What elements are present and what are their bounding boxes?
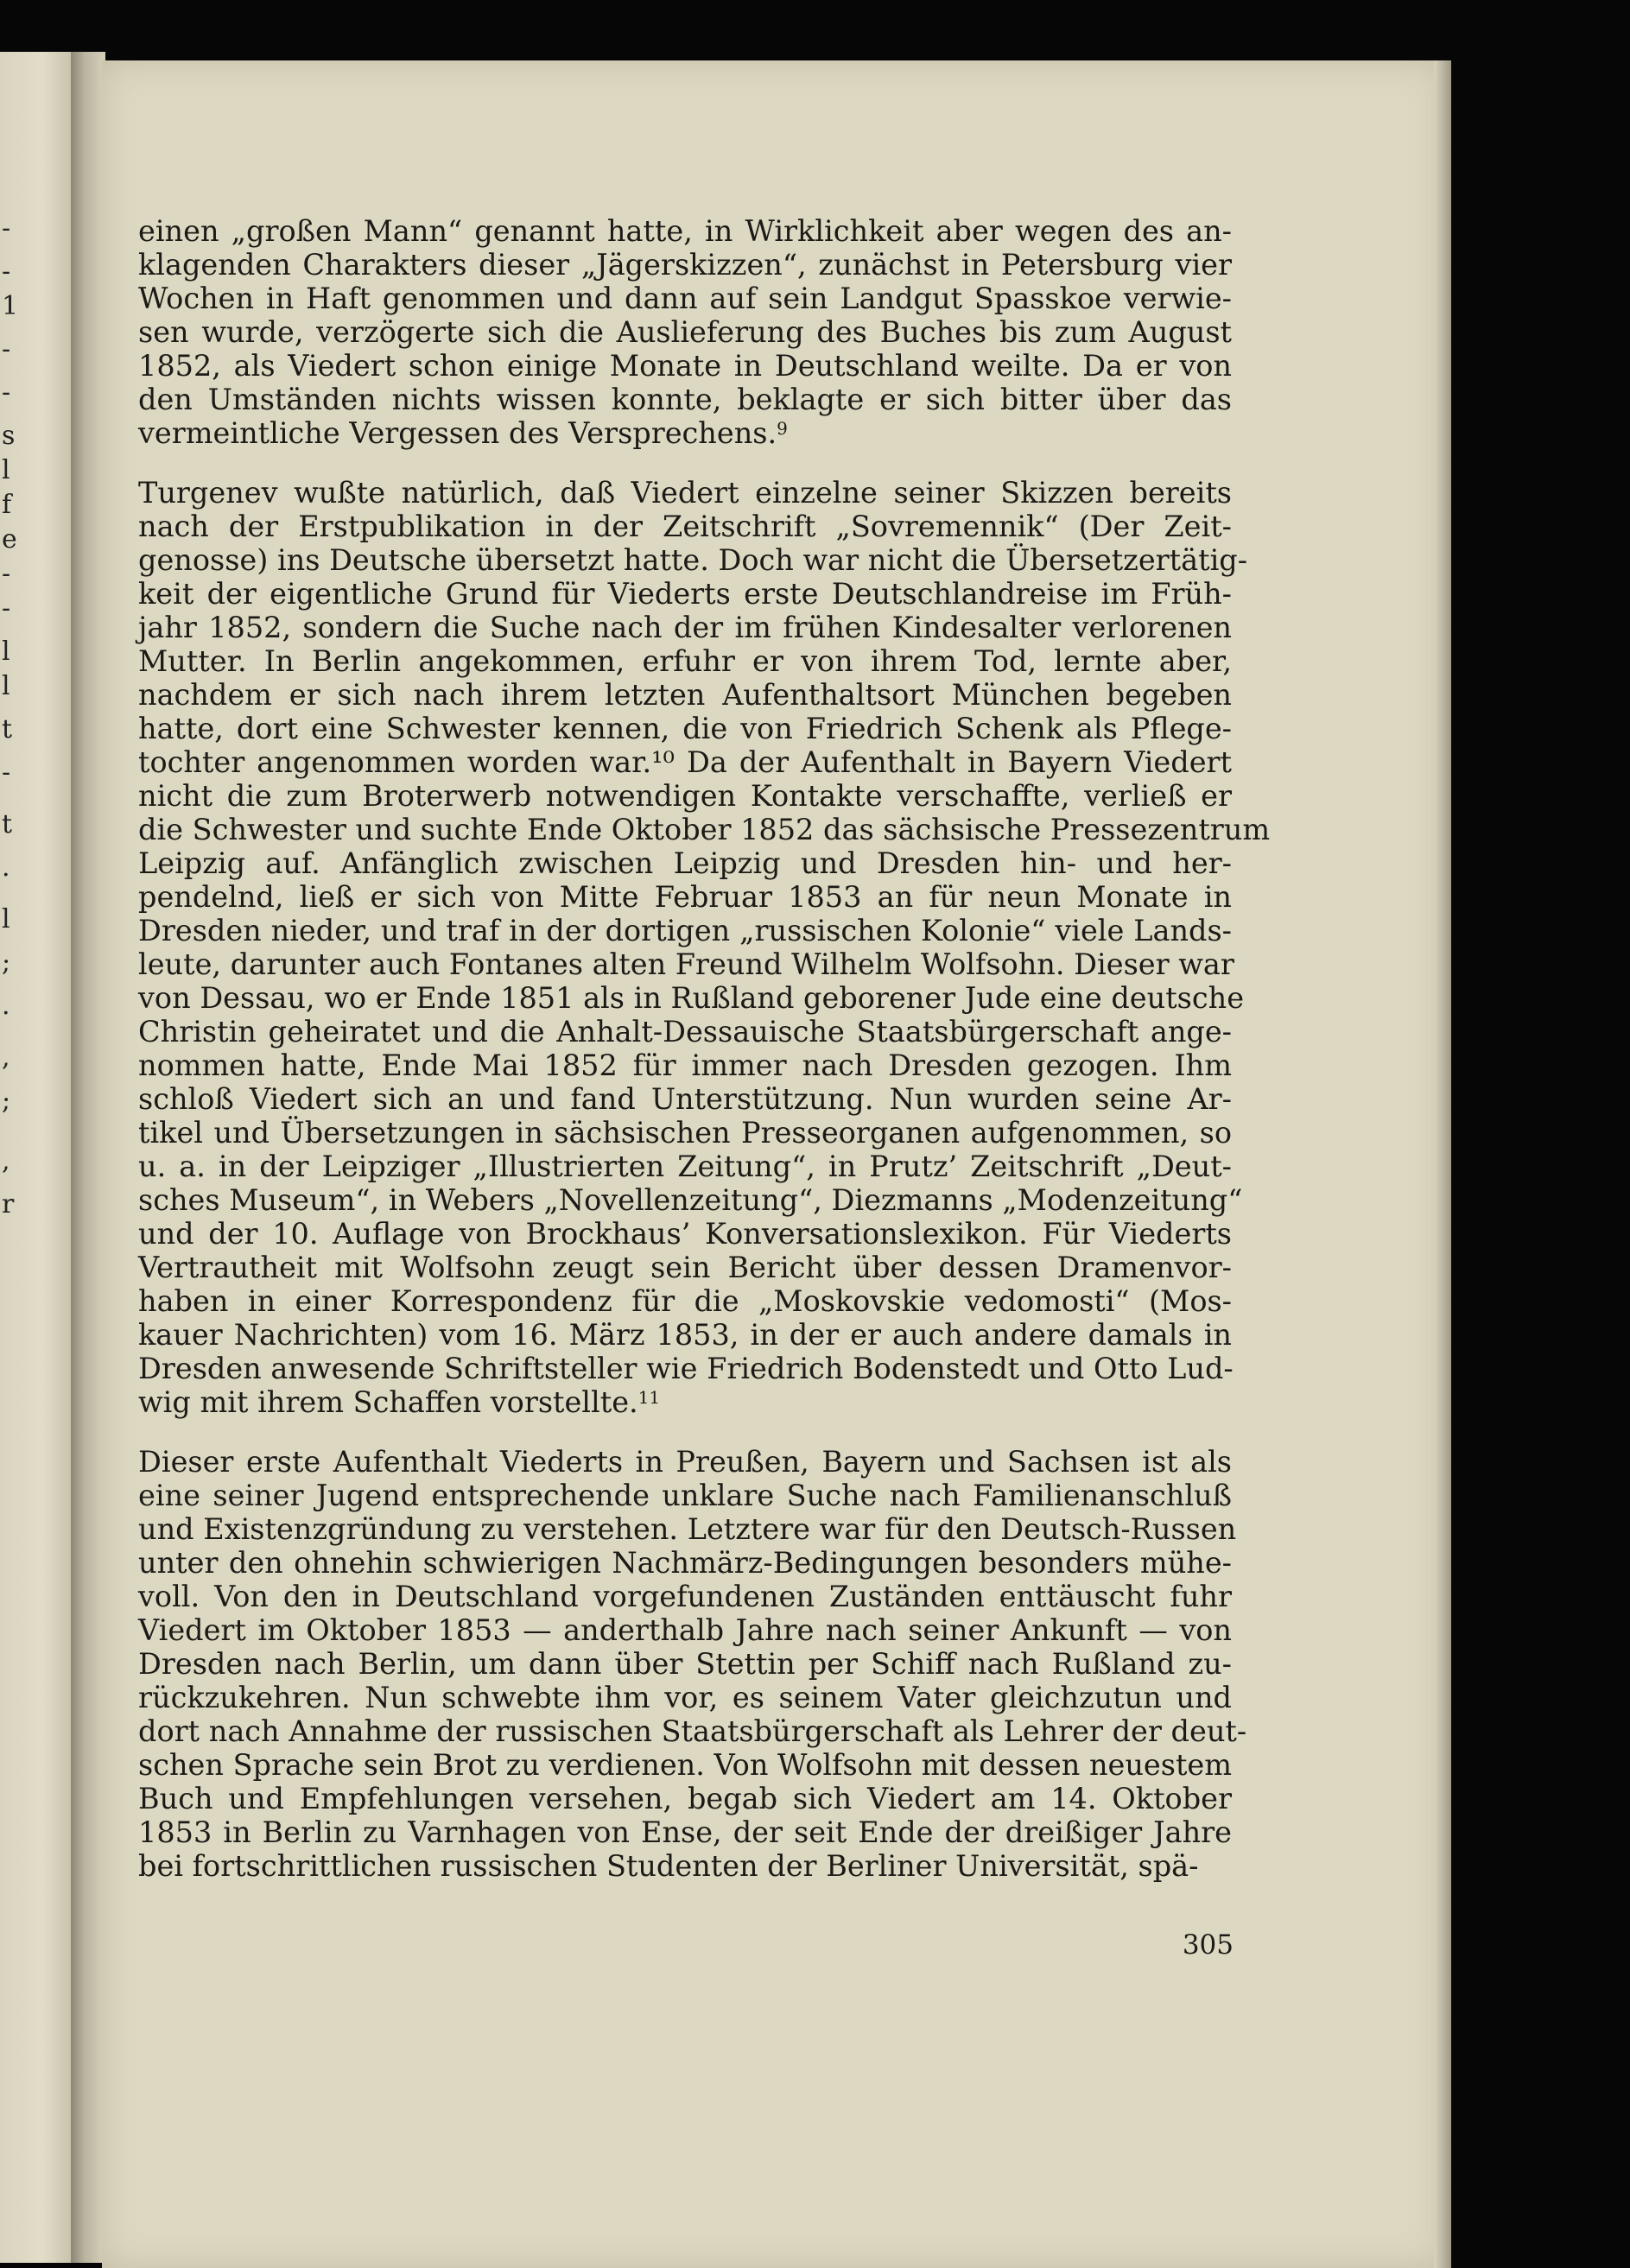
left-margin-mark: . <box>2 991 10 1021</box>
text-line <box>138 476 1232 510</box>
text-line <box>138 1082 1232 1116</box>
line-text: kauer Nachrichten) vom 16. März 1853, in der er auch andere damals in <box>138 1318 1232 1352</box>
text-line <box>138 1681 1232 1714</box>
text-line <box>138 846 1232 880</box>
left-margin-mark: 1 <box>2 291 19 321</box>
text-line <box>138 383 1232 416</box>
footnote-marker: 11 <box>637 1387 661 1408</box>
left-margin-mark: , <box>2 1042 10 1073</box>
line-text: die Schwester und suchte Ende Oktober 1852 das sächsische Pressezentrum <box>138 813 1271 846</box>
text-line <box>138 981 1245 1015</box>
line-text: Leipzig auf. Anfänglich zwischen Leipzig und Dresden hin- und her- <box>138 846 1232 880</box>
left-page-edge <box>0 52 71 2263</box>
text-line <box>138 1580 1232 1613</box>
left-margin-mark: - <box>2 213 11 244</box>
text-line <box>138 1116 1232 1150</box>
left-margin-mark: - <box>2 593 11 624</box>
text-line <box>138 1479 1232 1512</box>
line-text: Dresden anwesende Schriftsteller wie Friedrich Bodenstedt und Otto Lud- <box>138 1352 1234 1385</box>
line-text: nachdem er sich nach ihrem letzten Aufenthaltsort München begeben <box>138 678 1232 712</box>
left-margin-mark: l <box>2 455 10 485</box>
line-text: Vertrautheit mit Wolfsohn zeugt sein Bericht über dessen Dramenvor- <box>138 1251 1232 1284</box>
text-line <box>138 1512 1237 1546</box>
text-line <box>138 1015 1232 1048</box>
text-line <box>138 1748 1232 1782</box>
line-text: leute, darunter auch Fontanes alten Freund Wilhelm Wolfsohn. Dieser war <box>138 947 1234 981</box>
line-text: pendelnd, ließ er sich von Mitte Februar 1853 an für neun Monate in <box>138 880 1232 914</box>
line-text: schen Sprache sein Brot zu verdienen. Von Wolfsohn mit dessen neuestem <box>138 1748 1232 1782</box>
line-text: tochter angenommen worden war.¹⁰ Da der Aufenthalt in Bayern Viedert <box>138 745 1232 779</box>
text-line <box>138 1782 1232 1815</box>
text-line <box>138 813 1271 846</box>
line-text: wig mit ihrem Schaffen vorstellte. <box>138 1385 638 1419</box>
line-text: 1853 in Berlin zu Varnhagen von Ense, der seit Ende der dreißiger Jahre <box>138 1815 1232 1849</box>
line-text: sches Museum“, in Webers „Novellenzeitung“, Diezmanns „Modenzeitung“ <box>138 1183 1243 1217</box>
line-text: genosse) ins Deutsche übersetzt hatte. Doch war nicht die Übersetzertätig- <box>138 543 1248 577</box>
line-text: von Dessau, wo er Ende 1851 als in Rußland geborener Jude eine deutsche <box>138 981 1245 1015</box>
line-text: Christin geheiratet und die Anhalt-Dessauische Staatsbürgerschaft ange- <box>138 1015 1232 1048</box>
text-line <box>138 644 1232 678</box>
left-margin-mark: - <box>2 377 11 408</box>
paragraph <box>138 214 1232 450</box>
line-text: schloß Viedert sich an und fand Unterstützung. Nun wurden seine Ar- <box>138 1082 1232 1116</box>
line-text: klagenden Charakters dieser „Jägerskizzen“, zunächst in Petersburg vier <box>138 248 1232 282</box>
line-text: nicht die zum Broterwerb notwendigen Kontakte verschaffte, verließ er <box>138 779 1232 813</box>
text-line <box>138 315 1232 349</box>
line-text: Turgenev wußte natürlich, daß Viedert einzelne seiner Skizzen bereits <box>138 476 1232 510</box>
line-text: den Umständen nichts wissen konnte, beklagte er sich bitter über das <box>138 383 1232 416</box>
text-line <box>138 914 1232 947</box>
text-line <box>138 1445 1232 1479</box>
line-text: eine seiner Jugend entsprechende unklare Suche nach Familienanschluß <box>138 1479 1232 1512</box>
line-text: Viedert im Oktober 1853 — anderthalb Jahre nach seiner Ankunft — von <box>138 1613 1232 1647</box>
right-page-edge <box>1434 60 1451 2268</box>
text-line <box>138 745 1232 779</box>
line-text: sen wurde, verzögerte sich die Auslieferung des Buches bis zum August <box>138 315 1232 349</box>
body-text <box>138 214 1271 1909</box>
text-line <box>138 1183 1243 1217</box>
line-text: rückzukehren. Nun schwebte ihm vor, es seinem Vater gleichzutun und <box>138 1681 1232 1714</box>
left-margin-mark: ; <box>2 947 11 978</box>
line-text: unter den ohnehin schwierigen Nachmärz-Bedingungen besonders mühe- <box>138 1546 1232 1580</box>
text-line <box>138 880 1232 914</box>
text-line <box>138 1150 1232 1183</box>
text-line <box>138 779 1232 813</box>
text-line <box>138 1284 1232 1318</box>
text-line <box>138 1217 1232 1251</box>
text-line <box>138 543 1248 577</box>
book-gutter <box>71 52 105 2263</box>
line-text: u. a. in der Leipziger „Illustrierten Zeitung“, in Prutz’ Zeitschrift „Deut- <box>138 1150 1232 1183</box>
line-text: Dieser erste Aufenthalt Viederts in Preußen, Bayern und Sachsen ist als <box>138 1445 1232 1479</box>
line-text: Dresden nach Berlin, um dann über Stettin per Schiff nach Rußland zu- <box>138 1647 1232 1681</box>
left-margin-mark: r <box>2 1189 15 1220</box>
left-margin-mark: s <box>2 421 16 451</box>
page-number: 305 <box>1182 1929 1234 1961</box>
text-line <box>138 1613 1232 1647</box>
line-text: voll. Von den in Deutschland vorgefundenen Zuständen enttäuscht fuhr <box>138 1580 1232 1613</box>
text-line <box>138 1251 1232 1284</box>
left-margin-mark: l <box>2 671 10 701</box>
line-text: hatte, dort eine Schwester kennen, die von Friedrich Schenk als Pflege- <box>138 712 1232 745</box>
left-margin-mark: - <box>2 757 11 788</box>
line-text: bei fortschrittlichen russischen Studenten der Berliner Universität, spä- <box>138 1849 1199 1883</box>
paragraph <box>138 1445 1247 1883</box>
text-line <box>138 1815 1232 1849</box>
line-text: Dresden nieder, und traf in der dortigen „russischen Kolonie“ viele Lands- <box>138 914 1232 947</box>
line-text: nommen hatte, Ende Mai 1852 für immer nach Dresden gezogen. Ihm <box>138 1048 1232 1082</box>
text-line <box>138 1318 1232 1352</box>
left-margin-mark: t <box>2 714 13 744</box>
left-margin-mark: - <box>2 334 11 364</box>
line-text: jahr 1852, sondern die Suche nach der im frühen Kindesalter verlorenen <box>138 611 1232 644</box>
line-text: keit der eigentliche Grund für Viederts erste Deutschlandreise im Früh- <box>138 577 1232 611</box>
left-margin-mark: f <box>2 490 12 520</box>
line-text: und der 10. Auflage von Brockhaus’ Konversationslexikon. Für Viederts <box>138 1217 1232 1251</box>
line-text: Buch und Empfehlungen versehen, begab sich Viedert am 14. Oktober <box>138 1782 1232 1815</box>
text-line <box>138 1849 1232 1883</box>
text-line <box>138 214 1232 248</box>
line-text: dort nach Annahme der russischen Staatsbürgerschaft als Lehrer der deut- <box>138 1714 1247 1748</box>
left-margin-mark: . <box>2 852 10 883</box>
text-line <box>138 611 1232 644</box>
line-text: nach der Erstpublikation in der Zeitschrift „Sovremennik“ (Der Zeit- <box>138 510 1232 543</box>
line-text: tikel und Übersetzungen in sächsischen Presseorganen aufgenommen, so <box>138 1116 1232 1150</box>
left-margin-mark: , <box>2 1146 10 1176</box>
text-line <box>138 248 1232 282</box>
line-text: haben in einer Korrespondenz für die „Moskovskie vedomosti“ (Mos- <box>138 1284 1232 1318</box>
line-text: Wochen in Haft genommen und dann auf sein Landgut Spasskoe verwie- <box>138 282 1232 315</box>
line-text: vermeintliche Vergessen des Versprechens. <box>138 416 777 450</box>
left-page-cropped-text <box>0 52 19 2263</box>
left-margin-mark: l <box>2 904 10 934</box>
footnote-marker: 9 <box>777 418 788 439</box>
text-line <box>138 349 1232 383</box>
line-text: 1852, als Viedert schon einige Monate in Deutschland weilte. Da er von <box>138 349 1232 383</box>
text-line <box>138 947 1232 981</box>
text-line <box>138 416 1232 450</box>
line-text: einen „großen Mann“ genannt hatte, in Wirklichkeit aber wegen des an- <box>138 214 1232 248</box>
left-margin-mark: l <box>2 637 10 667</box>
left-margin-mark: - <box>2 559 11 589</box>
left-margin-mark: t <box>2 809 13 839</box>
text-line <box>138 1546 1232 1580</box>
line-text: und Existenzgründung zu verstehen. Letztere war für den Deutsch-Russen <box>138 1512 1237 1546</box>
text-line <box>138 678 1232 712</box>
text-line <box>138 577 1232 611</box>
line-text: Mutter. In Berlin angekommen, erfuhr er von ihrem Tod, lernte aber, <box>138 644 1232 678</box>
text-line <box>138 1352 1232 1385</box>
text-line <box>138 1048 1232 1082</box>
text-line <box>138 282 1232 315</box>
left-margin-mark: e <box>2 524 17 554</box>
text-line <box>138 1385 1232 1419</box>
text-line <box>138 510 1232 543</box>
paragraph <box>138 476 1271 1419</box>
text-line <box>138 712 1232 745</box>
text-line <box>138 1714 1247 1748</box>
text-line <box>138 1647 1232 1681</box>
left-margin-mark: - <box>2 257 11 287</box>
left-margin-mark: ; <box>2 1086 11 1116</box>
